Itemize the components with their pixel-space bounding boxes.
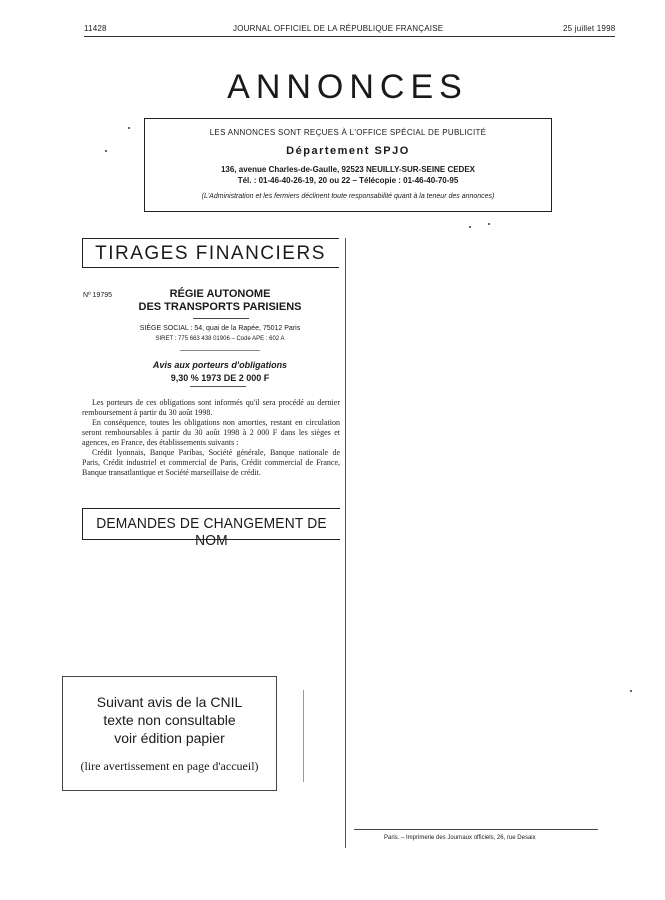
journal-title: JOURNAL OFFICIEL DE LA RÉPUBLIQUE FRANÇAISE: [233, 24, 444, 33]
notice-organization: [130, 288, 310, 314]
section-heading-demandes: DEMANDES DE CHANGEMENT DE NOM: [96, 515, 327, 549]
paragraph-1: Les porteurs de ces obligations sont informés qu'il sera procédé au dernier remboursement à partir du 30 août 1998.: [82, 398, 340, 417]
org-rule: [193, 318, 249, 319]
scan-speck: [128, 127, 130, 129]
info-department: Département SPJO: [286, 145, 410, 157]
cnil-box: [62, 676, 277, 791]
cnil-line-2: texte non consultable: [103, 712, 236, 728]
column-divider: [345, 238, 346, 848]
org-line-1: RÉGIE AUTONOME: [169, 288, 271, 300]
org-line-2: DES TRANSPORTS PARISIENS: [138, 301, 302, 313]
avis-rule: [190, 386, 246, 387]
notice-number: Nº 19795: [83, 292, 113, 299]
avis-title: Avis aux porteurs d'obligations: [152, 360, 288, 370]
section-tirages-box: [82, 238, 339, 268]
info-box: [144, 118, 552, 212]
page-title: ANNONCES: [227, 68, 468, 106]
footer-rule: [354, 829, 598, 830]
paragraph-3: Crédit lyonnais, Banque Paribas, Société générale, Banque nationale de Paris, Crédit industriel et commercial de Paris, Crédit commercial de France, Banque transatlantique et Société marseillaise de crédit.: [82, 448, 340, 477]
scan-speck: [469, 226, 471, 228]
info-intro: LES ANNONCES SONT REÇUES À L'OFFICE SPÉCIAL DE PUBLICITÉ: [209, 128, 487, 137]
info-disclaimer: (L'Administration et les fermiers déclinent toute responsabilité quant à la teneur des annonces): [201, 193, 495, 200]
info-address: 136, avenue Charles-de-Gaulle, 92523 NEUILLY-SUR-SEINE CEDEX: [220, 165, 476, 174]
avis-subtitle: 9,30 % 1973 DE 2 000 F: [170, 373, 270, 383]
cnil-line-3: voir édition papier: [114, 730, 225, 746]
issue-date: 25 juillet 1998: [563, 24, 616, 33]
cnil-line-1: Suivant avis de la CNIL: [96, 694, 243, 710]
cnil-side-rule: [303, 690, 304, 782]
scan-speck: [105, 150, 107, 152]
notice-body: [82, 398, 340, 478]
section-demandes-box: [82, 508, 340, 549]
scan-speck: [630, 690, 632, 692]
siret-rule: [180, 350, 260, 351]
cnil-message: [63, 693, 276, 747]
footer-printer: Paris. – Imprimerie des Journaux officiels, 26, rue Desaix: [384, 835, 536, 841]
siret: SIRET : 775 663 438 01906 – Code APE : 602 A: [155, 336, 285, 342]
info-phones: Tél. : 01-46-40-26-19, 20 ou 22 – Télécopie : 01-46-40-70-95: [237, 176, 459, 185]
scan-speck: [488, 223, 490, 225]
siege-social: SIÈGE SOCIAL : 54, quai de la Rapée, 75012 Paris: [139, 325, 301, 332]
section-heading-tirages: TIRAGES FINANCIERS: [95, 243, 326, 264]
page-number: 11428: [84, 24, 107, 33]
header-rule: [84, 36, 615, 37]
cnil-note: (lire avertissement en page d'accueil): [80, 759, 259, 773]
paragraph-2: En conséquence, toutes les obligations non amorties, restant en circulation seront remboursables à partir du 30 août 1998 à 2 000 F dans les sièges et agences, en France, des établissements suivants :: [82, 418, 340, 447]
